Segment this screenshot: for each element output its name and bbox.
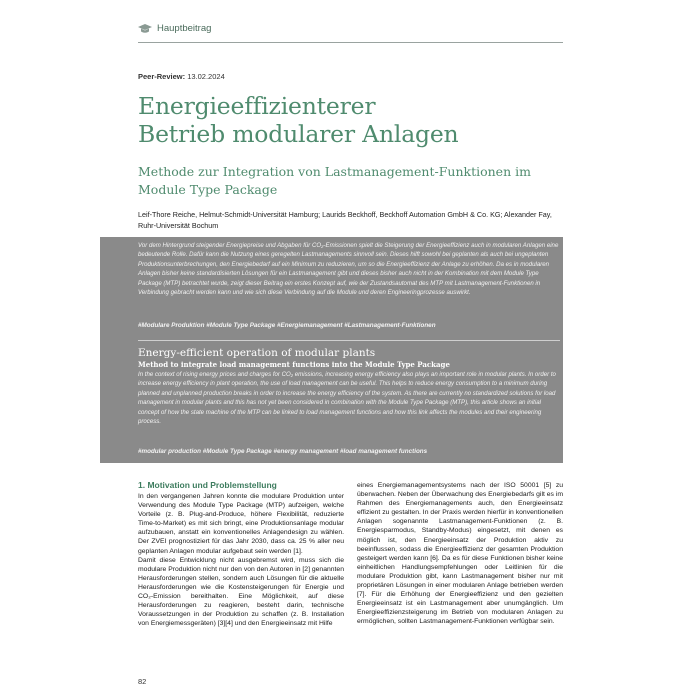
body-paragraph: eines Energiemanagementsystems nach der ISO 50001 [5] zu überwachen. Neben der Überwachung des Energiebedarfs gilt es im Rahmen des Energiemanagements auch, den Energieeinsatz effizient zu gestalten. In der Praxis werden hierfür in konventionellen Anlagen sogenannte Lastmanagement-Funktionen (z. B. Energiesparmodus, Standby-Modus) eingesetzt, mit denen es möglich ist, den Energieeinsatz der Produktion aktiv zu beeinflussen, sodass die Energieeffizienz der gesamten Produktion gesteigert werden kann [6]. Da es für diese Funktionen bisher keine einheitlichen Handlungsempfehlungen oder Leitlinien für die modulare Produktion gibt, kann Lastmanagement bisher nur mit proprietären Lösungen in einer modularen Anlage betrieben werden [7]. Für die Erhöhung der Energieeffizienz und den gezielten Energieeinsatz ist ein Lastmanagement aber unumgänglich. Um Energieeffizienzsteigerung im Betrieb von modularen Anlagen zu ermöglichen, sollten Lastmanagement-Funktionen verfügbar sein. [357,482,563,626]
section-header [138,20,563,43]
title-line-1: Energieeffizienterer [138,92,376,120]
body-column-right [357,481,563,627]
peer-review-label: Peer-Review: [138,72,186,81]
body-paragraph: In den vergangenen Jahren konnte die modulare Produktion unter Verwendung des Module Type Package (MTP) aufzeigen, welche Vorteile (z. B. Plug-and-Produce, höhere Flexibilität, reduzierte Time-to-Market) es mit sich bringt, eine Produktionsanlage modular aufzubauen, anstatt ein konventionelles Anlagendesign zu wählen. Der ZVEI prognostiziert für das Jahr 2030, dass ca. 25 % aller neu geplanten Anlagen modular aufgebaut sein werden [1]. [138,493,344,555]
section-heading: 1. Motivation und Problemstellung [138,480,277,490]
keywords-english: #modular production #Module Type Package #energy management #load management functions [138,448,428,455]
body-column-left [138,480,344,628]
abstract-german: Vor dem Hintergrund steigender Energiepreise und Abgaben für CO₂-Emissionen spielt die Steigerung der Energieeffizienz auch in modularen Anlagen eine bedeutende Rolle. Dafür kann die Nutzung eines geregelten Lastmanagements sinnvoll sein. Dieses hilft sowohl bei geplanten als auch bei ungeplanten Produktionsunterbrechungen, den Energiebedarf auf ein Minimum zu reduzieren, um so die Energieeffizienz der Anlage zu erhöhen. Da es in modularen Anlagen bisher keine standardisierten Lösungen für ein Lastmanagement gibt und dieses bisher auch nicht in der Kombination mit dem Module Type Package (MTP) betrachtet wurde, zeigt dieser Beitrag ein erstes Konzept auf, wie der Zustandsautomat des MTP mit Lastmanagement-Funktionen in Verbindung gebracht werden kann und wie sich diese Verbindung auf die Module und deren Engineeringprozesse auswirkt. [138,242,559,297]
graduation-cap-icon [138,23,152,35]
peer-review-line [138,72,225,81]
header-label: Hauptbeitrag [157,23,212,34]
english-subtitle: Method to integrate load management functions into the Module Type Package [138,360,450,369]
abstract-box [100,237,563,463]
english-title: Energy-efficient operation of modular plants [138,347,376,359]
article-subtitle: Methode zur Integration von Lastmanagement-Funktionen im Module Type Package [138,164,531,197]
peer-review-date: 13.02.2024 [187,72,225,81]
title-line-2: Betrieb modularer Anlagen [138,120,459,148]
abstract-divider [138,340,560,341]
page-number: 82 [138,677,147,686]
article-title [138,92,563,148]
body-paragraph: Damit diese Entwicklung nicht ausgebremst wird, muss sich die modulare Produktion nicht nur den von den Autoren in [2] genannten Herausforderungen stellen, sondern auch Lösungen für die aktuelle Herausforderungen wie die Kostensteigerungen für Energie und CO₂-Emission bereithalten. Eine Möglichkeit, auf diese Herausforderungen zu reagieren, besteht darin, technische Voraussetzungen in der Produktion zu schaffen (z. B. Installation von Energiemessgeräten) [3][4] und den Energieeinsatz mit Hilfe [138,556,344,628]
keywords-german: #Modulare Produktion #Module Type Package #Energiemanagement #Lastmanagement-Funktionen [138,322,436,329]
abstract-english: In the context of rising energy prices and charges for CO₂ emissions, increasing energy efficiency also plays an important role in modular plants. In order to increase energy efficiency in plant operation, the use of load management can be useful. This helps to reduce energy consumption to a minimum during planned and unplanned production breaks in order to increase the energy efficiency of the system. As there are currently no standardized solutions for load management in modular plants and this has not yet been considered in combination with the Module Type Package (MTP), this article shows an initial concept of how the state machine of the MTP can be linked to load management functions and how this link affects the modules and their engineering process. [138,371,556,426]
authors: Leif-Thore Reiche, Helmut-Schmidt-Universität Hamburg; Laurids Beckhoff, Beckhoff Automation GmbH & Co. KG; Alexander Fay, Ruhr-Universität Bochum [138,210,552,230]
